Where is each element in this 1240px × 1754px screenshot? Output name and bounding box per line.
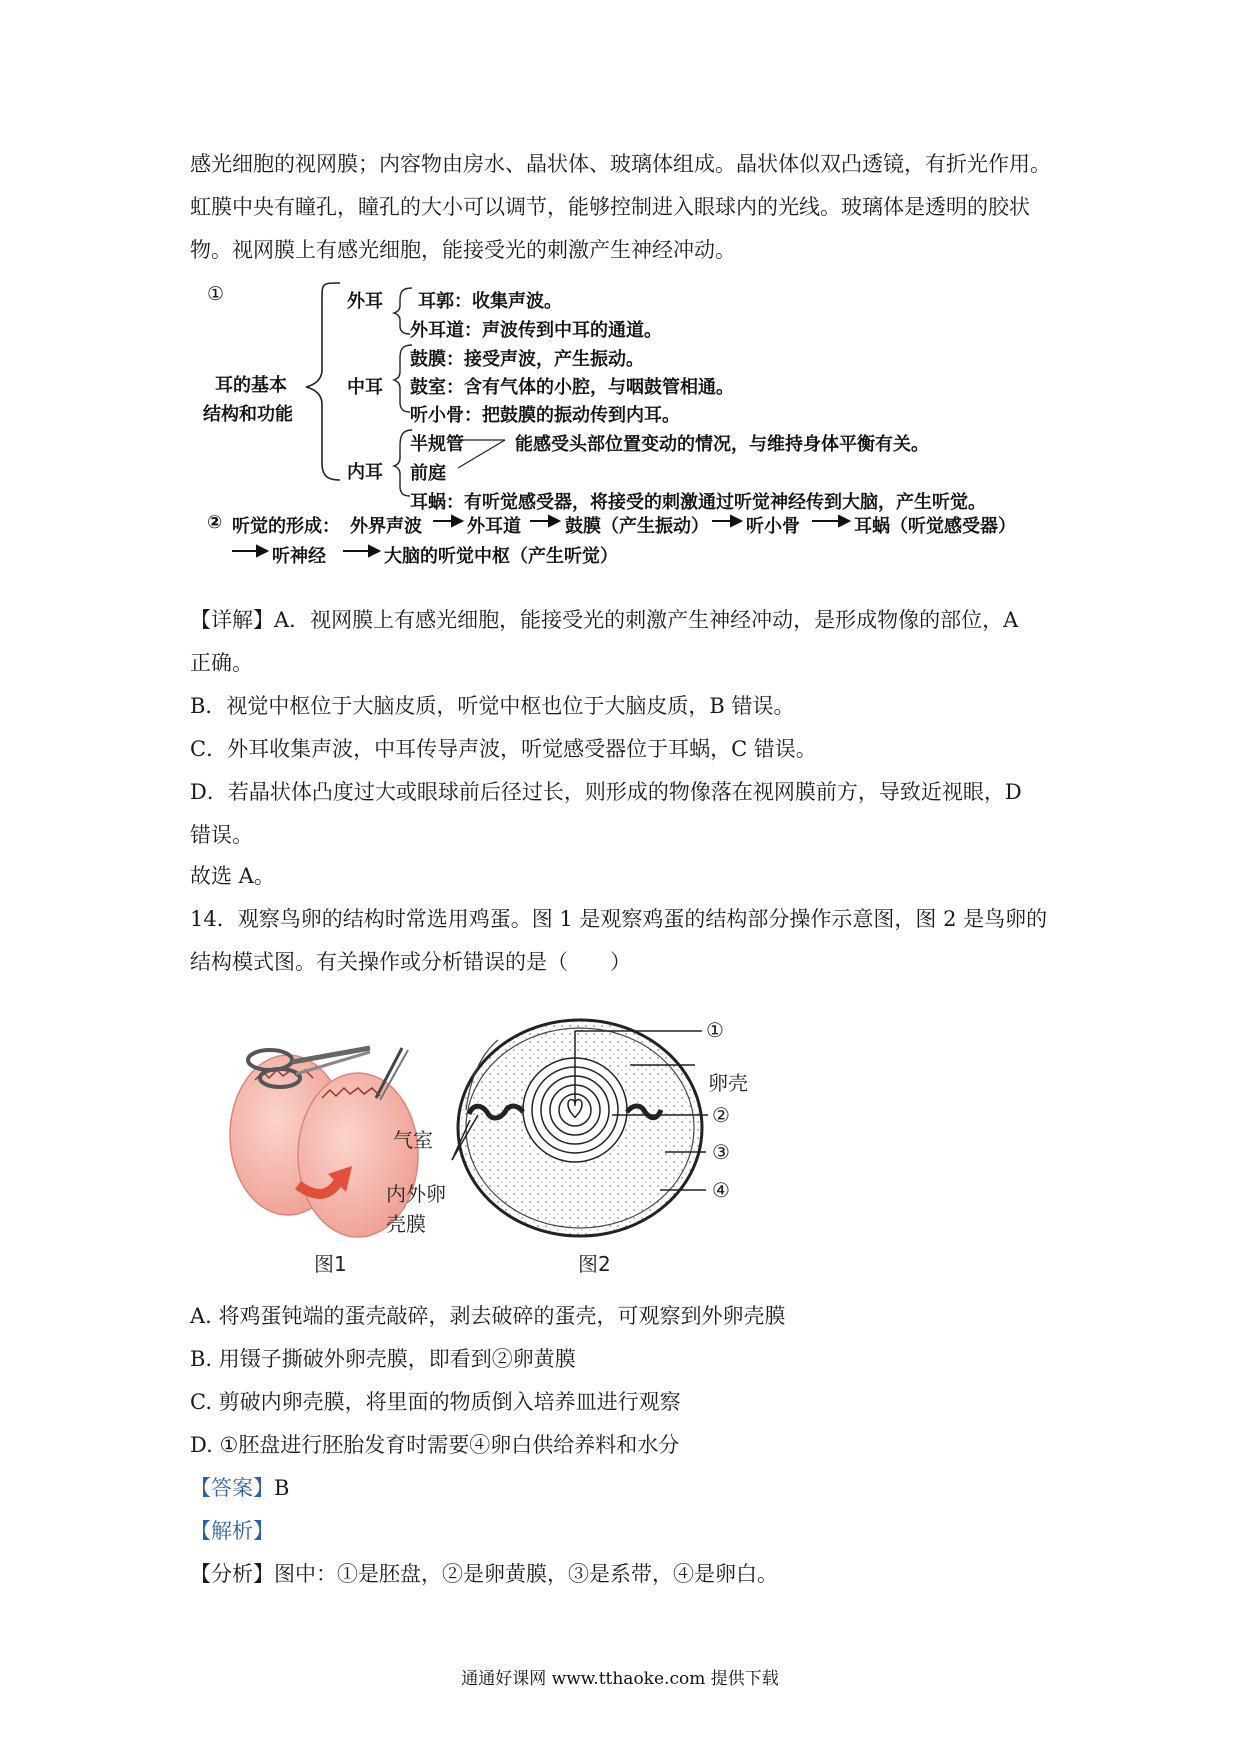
- detail-a-line-2: 正确。: [190, 651, 253, 675]
- detail-d-line-2: 错误。: [190, 823, 253, 847]
- detail-a-line-1: 【详解】A．视网膜上有感光细胞，能接受光的刺激产生神经冲动，是形成物像的部位，A: [190, 608, 1019, 632]
- marker-1: ①: [207, 283, 225, 305]
- question-14-line-2: 结构模式图。有关操作或分析错误的是（ ）: [190, 950, 631, 974]
- marker-2: ②: [207, 512, 223, 533]
- membrane-label-line-1: 内外卵: [386, 1182, 446, 1206]
- shell-label: 卵壳: [708, 1071, 748, 1095]
- detail-c: C．外耳收集声波，中耳传导声波，听觉感受器位于耳蜗，C 错误。: [190, 737, 817, 761]
- outer-ear-item-2: 外耳道：声波传到中耳的通道。: [410, 320, 662, 341]
- answer-value: B: [274, 1476, 290, 1500]
- inner-ear-vestibule: 前庭: [410, 463, 446, 484]
- middle-ear-item-1: 鼓膜：接受声波，产生振动。: [410, 349, 644, 370]
- ear-root-line-1: 耳的基本: [215, 375, 287, 396]
- answer-label: 【答案】: [190, 1476, 274, 1500]
- figure-1-caption: 图1: [314, 1252, 347, 1276]
- inner-ear-cochlea: 耳蜗：有听觉感受器，将接受的刺激通过听觉神经传到大脑，产生听觉。: [410, 492, 986, 513]
- membrane-label-line-2: 壳膜: [386, 1212, 426, 1236]
- flow-step: 耳蜗（听觉感受器）: [854, 516, 1016, 537]
- outer-ear-label: 外耳: [347, 291, 383, 312]
- question-14-line-1: 14．观察鸟卵的结构时常选用鸡蛋。图 1 是观察鸡蛋的结构部分操作示意图，图 2 是鸟卵的: [190, 907, 1048, 931]
- analysis-text: 【分析】图中：①是胚盘，②是卵黄膜，③是系带，④是卵白。: [190, 1562, 778, 1586]
- detail-b: B．视觉中枢位于大脑皮质，听觉中枢也位于大脑皮质，B 错误。: [190, 694, 795, 718]
- flow-step: 大脑的听觉中枢（产生听觉）: [384, 546, 618, 567]
- middle-ear-label: 中耳: [347, 377, 383, 398]
- label-4: ④: [712, 1178, 730, 1202]
- inner-ear-label: 内耳: [347, 462, 383, 483]
- detail-d-line-1: D．若晶状体凸度过大或眼球前后径过长，则形成的物像落在视网膜前方，导致近视眼，D: [190, 780, 1022, 804]
- label-3: ③: [712, 1140, 730, 1164]
- inner-ear-semicircular: 半规管: [410, 434, 464, 455]
- analysis-label: 【解析】: [190, 1519, 274, 1543]
- inner-ear-balance: 能感受头部位置变动的情况，与维持身体平衡有关。: [515, 434, 929, 455]
- detail-conclusion: 故选 A。: [190, 864, 275, 888]
- middle-ear-item-2: 鼓室：含有气体的小腔，与咽鼓管相通。: [410, 377, 734, 398]
- option-d: D. ①胚盘进行胚胎发育时需要④卵白供给养料和水分: [190, 1433, 680, 1457]
- option-c: C. 剪破内卵壳膜，将里面的物质倒入培养皿进行观察: [190, 1390, 681, 1414]
- label-1: ①: [706, 1018, 724, 1042]
- intro-line-1: 感光细胞的视网膜；内容物由房水、晶状体、玻璃体组成。晶状体似双凸透镜，有折光作用。: [190, 152, 1051, 176]
- flow-step: 鼓膜（产生振动）: [565, 516, 709, 537]
- option-b: B. 用镊子撕破外卵壳膜，即看到②卵黄膜: [190, 1347, 576, 1371]
- ear-root-line-2: 结构和功能: [203, 404, 293, 425]
- air-chamber-label: 气室: [393, 1128, 433, 1152]
- flow-step: 外耳道: [467, 516, 521, 537]
- outer-ear-item-1: 耳郭：收集声波。: [418, 291, 562, 312]
- intro-line-2: 虹膜中央有瞳孔，瞳孔的大小可以调节，能够控制进入眼球内的光线。玻璃体是透明的胶状: [190, 195, 1030, 219]
- flow-step: 听神经: [272, 546, 326, 567]
- flow-step: 听小骨: [746, 516, 800, 537]
- figure-2-egg-structure: [452, 1020, 708, 1236]
- option-a: A. 将鸡蛋钝端的蛋壳敲碎，剥去破碎的蛋壳，可观察到外卵壳膜: [190, 1304, 786, 1328]
- flow-step: 外界声波: [350, 516, 422, 537]
- intro-line-3: 物。视网膜上有感光细胞，能接受光的刺激产生神经冲动。: [190, 238, 736, 262]
- label-2: ②: [712, 1103, 730, 1127]
- hearing-title: 听觉的形成：: [232, 516, 340, 537]
- middle-ear-item-3: 听小骨：把鼓膜的振动传到内耳。: [410, 405, 680, 426]
- footer: 通通好课网 www.tthaoke.com 提供下载: [461, 1669, 779, 1689]
- answer-line: [190, 1472, 289, 1502]
- figure-2-caption: 图2: [578, 1252, 611, 1276]
